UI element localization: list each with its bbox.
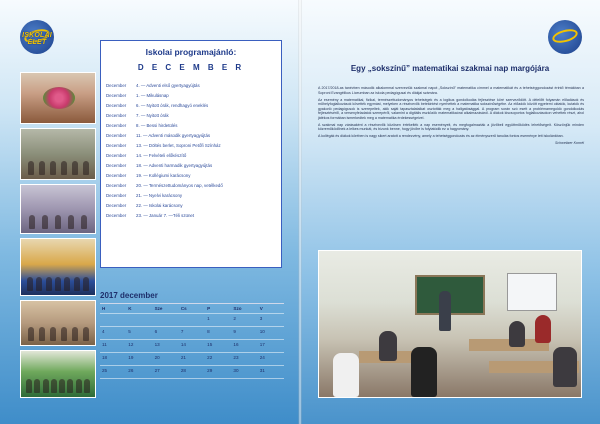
calendar-day xyxy=(153,314,179,327)
calendar-day: 31 xyxy=(258,366,284,379)
event-month: December xyxy=(106,152,127,158)
event-month: December xyxy=(106,162,127,168)
event-month: December xyxy=(106,212,127,218)
calendar-day: 21 xyxy=(179,353,205,366)
event-month: December xyxy=(106,92,127,98)
calendar-day: 2 xyxy=(231,314,257,327)
event-row xyxy=(106,110,276,120)
calendar-day xyxy=(100,314,126,327)
calendar-weekday: Sze xyxy=(153,304,179,314)
calendar-day: 1 xyxy=(205,314,231,327)
event-text: 23. — Január 7. —Téli szünet xyxy=(136,212,195,218)
calendar-day: 30 xyxy=(231,366,257,379)
projector-screen xyxy=(507,273,557,311)
calendar-day: 11 xyxy=(100,340,126,353)
calendar-day: 5 xyxy=(126,327,152,340)
calendar-day: 18 xyxy=(100,353,126,366)
event-row xyxy=(106,80,276,90)
calendar-day: 14 xyxy=(179,340,205,353)
event-text: 6. — Nyitott órák, rendhagyó eneklés xyxy=(136,102,209,108)
calendar-day xyxy=(179,314,205,327)
programme-box xyxy=(100,40,282,268)
event-text: 7. — Nyitott órák xyxy=(136,112,169,118)
event-row xyxy=(106,200,276,210)
teacher-figure xyxy=(439,291,451,331)
article-paragraph: A kollégák és diákok körében is nagy sikert aratott a rendezvény, amely a tehetséggondozás és az élményszerű tanulás fontos eseménye lett iskolánkban. xyxy=(318,134,564,138)
programme-title: Iskolai programajánló: xyxy=(145,47,237,57)
event-month: December xyxy=(106,102,127,108)
event-text: 4. — Adventi első gyertyagyújtás xyxy=(136,82,200,88)
event-month: December xyxy=(106,182,127,188)
event-row xyxy=(106,120,276,130)
article-paragraph: Az esemény a matematikai, fizikai, természettudományos tehetségek és a logikus gondolkodás fejlesztése köré szerveződött. A délelőtt folyamán előadások és műhelyfoglalkozások követték egymást, melyeken a résztvevők betekintést nyerhettek a matematika sokszínűségébe. Az előadók között egyetemi oktatók, kutatók és gyakorló pedagógusok is szerepeltek, akik saját tapasztalataikat osztották meg a hallgatósággal. A program során szó esett a problémamegoldó gondolkodás fejlesztéséről, a versenyfeladatok szerepéről, valamint a digitális eszközök matematikaórai alkalmazásáról. A diákok kiscsoportos foglalkozásokon vehettek részt, ahol játékos formában ismerkedtek meg a matematika érdekességeivel. xyxy=(318,97,584,120)
event-row xyxy=(106,140,276,150)
calendar-weekday: P xyxy=(205,304,231,314)
calendar-day: 20 xyxy=(153,353,179,366)
school-life-logo: ISKOLAI ÉLET xyxy=(20,20,54,54)
calendar-day: 24 xyxy=(258,353,284,366)
event-row xyxy=(106,90,276,100)
event-row xyxy=(106,170,276,180)
calendar-day: 7 xyxy=(179,327,205,340)
calendar-day: 26 xyxy=(126,366,152,379)
calendar-day: 23 xyxy=(231,353,257,366)
event-month: December xyxy=(106,192,127,198)
calendar-day: 3 xyxy=(258,314,284,327)
event-row xyxy=(106,160,276,170)
article-body xyxy=(318,86,584,148)
event-text: 14. — Felvételi előkészítő xyxy=(136,152,187,158)
calendar-grid xyxy=(100,303,284,379)
school-life-logo xyxy=(548,20,582,54)
sports-team-photo xyxy=(20,238,96,296)
event-row xyxy=(106,130,276,140)
calendar-day: 8 xyxy=(205,327,231,340)
calendar-day: 22 xyxy=(205,353,231,366)
calendar-day: 16 xyxy=(231,340,257,353)
event-text: 11. — Adventi második gyertyagyújtás xyxy=(136,132,211,138)
calendar-day: 6 xyxy=(153,327,179,340)
event-text: 19. — Kollégiumi karácsony xyxy=(136,172,191,178)
event-text: 8. — Bessi hirdetülés xyxy=(136,122,178,128)
event-row xyxy=(106,150,276,160)
calendar-day: 10 xyxy=(258,327,284,340)
calendar-weekday: H xyxy=(100,304,126,314)
calendar-day xyxy=(126,314,152,327)
students-photo xyxy=(20,184,96,234)
event-row xyxy=(106,190,276,200)
event-row xyxy=(106,100,276,110)
calendar-day: 15 xyxy=(205,340,231,353)
event-list xyxy=(106,80,276,220)
calendar xyxy=(100,291,284,379)
programme-month: D E C E M B E R xyxy=(137,63,245,72)
event-month: December xyxy=(106,82,127,88)
calendar-weekday: Cs xyxy=(179,304,205,314)
event-month: December xyxy=(106,172,127,178)
calendar-weekday: V xyxy=(258,304,284,314)
calendar-day: 19 xyxy=(126,353,152,366)
group-photo xyxy=(20,300,96,346)
classroom-lesson-photo xyxy=(318,250,582,398)
calendar-weekday: Szo xyxy=(231,304,257,314)
article-title: Egy „sokszínű” matematikai szakmai nap margójára xyxy=(350,64,550,73)
calendar-day: 27 xyxy=(153,366,179,379)
calendar-day: 25 xyxy=(100,366,126,379)
advent-wreath-photo xyxy=(20,72,96,124)
event-row xyxy=(106,180,276,190)
article-signature: Schweitzer Kornél xyxy=(555,141,584,145)
calendar-weekday: K xyxy=(126,304,152,314)
calendar-day: 9 xyxy=(231,327,257,340)
event-text: 22. — Iskolai karácsony xyxy=(136,202,183,208)
calendar-day: 12 xyxy=(126,340,152,353)
event-text: 13. — Döltés berlet, Soproni Petőfi Színház xyxy=(136,142,221,148)
calendar-day: 17 xyxy=(258,340,284,353)
event-month: December xyxy=(106,112,127,118)
page-gutter xyxy=(298,0,302,424)
event-month: December xyxy=(106,142,127,148)
calendar-day: 13 xyxy=(153,340,179,353)
event-text: 20. — Természettudományos nap, vetélkedő xyxy=(136,182,223,188)
calendar-day: 29 xyxy=(205,366,231,379)
event-text: 21. — Nyelvi karácsony xyxy=(136,192,183,198)
event-row xyxy=(106,210,276,220)
article-paragraph: A 2017/2018-as tanévben második alkalommal szerveztük szakmai napot „Sokszínű” matematika címmel a matematikát és a tehetséggondozást érintő témákban a Soproni Evangélikus Líceumban az iskola pedagógusai és diákjai számára. xyxy=(318,86,584,95)
event-text: 18. — Adventi harmadik gyertyagyújtás xyxy=(136,162,213,168)
event-month: December xyxy=(106,202,127,208)
event-month: December xyxy=(106,122,127,128)
outdoor-group-photo xyxy=(20,350,96,398)
calendar-day: 28 xyxy=(179,366,205,379)
classroom-photo xyxy=(20,128,96,180)
calendar-day: 4 xyxy=(100,327,126,340)
event-month: December xyxy=(106,132,127,138)
article-paragraph: A szakmai nap zárásaként a résztvevők közösen értékelték a nap eseményeit, és megfogalmazták a jövőbeli együttműködés lehetőségeit. Köszönjük minden közreműködőnek a lelkes munkát, és bízunk benne, hogy jövőre is folytatódik ez a hagyomány. xyxy=(318,122,584,131)
event-text: 1. — Mikulásnap xyxy=(136,92,169,98)
calendar-title: 2017 december xyxy=(100,291,158,300)
